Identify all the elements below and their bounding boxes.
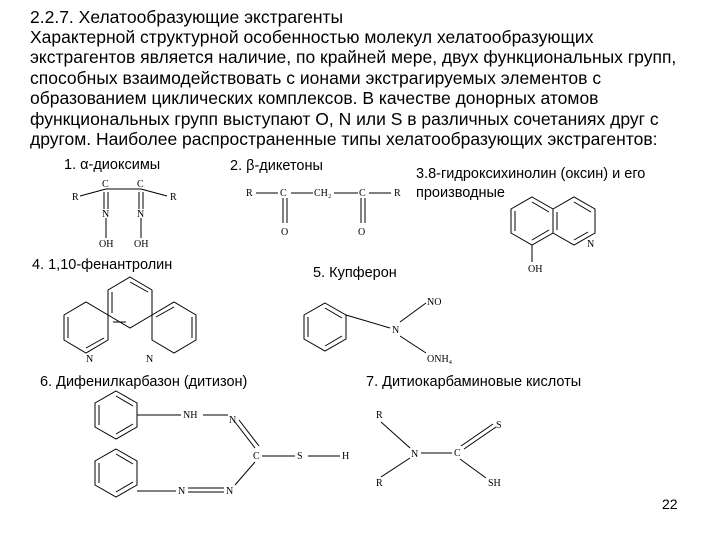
atom-h: H (342, 451, 350, 462)
atom-r: R (72, 192, 79, 203)
dioxime-structure (72, 179, 177, 250)
atom-no: NO (427, 297, 442, 308)
atom-n: N (587, 239, 595, 250)
atom-n: N (146, 354, 154, 365)
oxine-structure (511, 197, 595, 275)
atom-c: C (454, 448, 461, 459)
atom-n: N (392, 325, 400, 336)
atom-n: N (137, 209, 145, 220)
label-dioximes: 1. α-диоксимы (64, 157, 161, 173)
label-cupferron: 5. Купферон (313, 265, 397, 281)
atom-o: O (358, 227, 366, 238)
atom-n: N (229, 415, 237, 426)
atom-c: C (359, 188, 366, 199)
section-heading: 2.2.7. Хелатообразующие экстрагенты (30, 7, 344, 27)
label-dithizone: 6. Дифенилкарбазон (дитизон) (40, 374, 248, 390)
atom-s: S (297, 451, 303, 462)
atom-sh: SH (488, 478, 501, 489)
atom-n: N (86, 354, 94, 365)
atom-n: N (178, 486, 186, 497)
atom-nh: NH (183, 410, 198, 421)
atom-n: N (226, 486, 234, 497)
atom-onh4: ONH₄ (427, 354, 453, 365)
atom-oh: OH (134, 239, 149, 250)
dithiocarbamic-structure (376, 410, 502, 489)
atom-r: R (246, 188, 253, 199)
dithizone-structure (95, 391, 349, 497)
label-diketones: 2. β-дикетоны (230, 158, 323, 174)
atom-c: C (102, 179, 109, 190)
paragraph-line: Характерной структурной особенностью молекул хелатообразующих (30, 27, 594, 47)
paragraph-line: способных взаимодействовать с ионами экстрагируемых элементов с (30, 67, 602, 88)
paragraph-line: экстрагентов является наличие, по крайней мере, двух функциональных групп, (30, 47, 677, 68)
atom-oh: OH (99, 239, 114, 250)
paragraph-line: образованием циклических комплексов. В качестве донорных атомов (30, 88, 599, 109)
paragraph-line: другом. Наиболее распространенные типы хелатообразующих экстрагентов: (30, 129, 658, 150)
atom-c: C (280, 188, 287, 199)
label-dithiocarbamic: 7. Дитиокарбаминовые кислоты (366, 374, 582, 390)
label-oxine-derivatives: производные (416, 185, 505, 201)
page-number: 22 (662, 496, 678, 512)
atom-n: N (102, 209, 110, 220)
label-oxine: 3.8-гидроксихинолин (оксин) и его (416, 166, 646, 182)
atom-oh: OH (528, 264, 543, 275)
atom-s: S (496, 420, 502, 431)
atom-c: C (253, 451, 260, 462)
paragraph-line: функциональных групп выступают O, N или S в различных сочетаниях друг с (30, 108, 659, 129)
atom-n: N (411, 449, 419, 460)
atom-c: C (137, 179, 144, 190)
atom-r: R (394, 188, 401, 199)
atom-o: O (281, 227, 289, 238)
cupferron-structure (304, 297, 453, 365)
diketone-structure (246, 188, 401, 238)
atom-ch2: CH₂ (314, 188, 332, 199)
atom-r: R (376, 478, 383, 489)
phenanthroline-structure (64, 277, 196, 365)
atom-r: R (170, 192, 177, 203)
label-phenanthroline: 4. 1,10-фенантролин (32, 257, 173, 273)
atom-r: R (376, 410, 383, 421)
